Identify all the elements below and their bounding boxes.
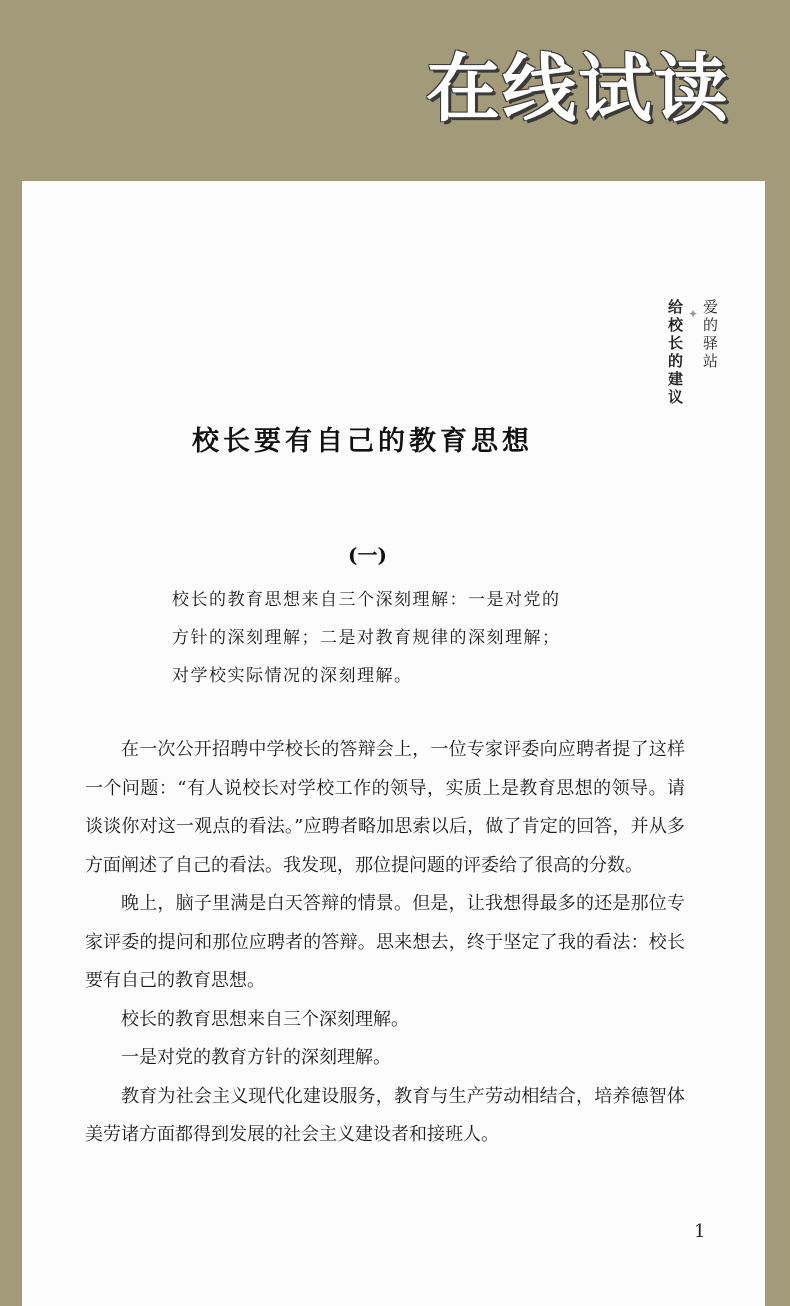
- paragraph: 教育为社会主义现代化建设服务，教育与生产劳动相结合，培养德智体美劳诸方面都得到发展的社会主义建设者和接班人。: [85, 1085, 685, 1145]
- section-number: (一): [348, 543, 387, 567]
- paragraph: 一是对党的教育方针的深刻理解。: [121, 1047, 391, 1068]
- paragraph: 校长的教育思想来自三个深刻理解。: [121, 1008, 409, 1030]
- body-text: [85, 731, 685, 1155]
- series-title: 爱的驿站: [701, 299, 719, 371]
- page-number: 1: [694, 1221, 706, 1242]
- chapter-title: 校长要有自己的教育思想: [192, 426, 533, 457]
- book-page: [22, 181, 765, 1306]
- paragraph: 在一次公开招聘中学校长的答辩会上，一位专家评委向应聘者提了这样一个问题：“有人说校长对学校工作的领导，实质上是教育思想的领导。请谈谈你对这一观点的看法。”应聘者略加思索以后，做了肯定的回答，并从多方面阐述了自己的看法。我发现，那位提问题的评委给了很高的分数。: [85, 739, 685, 876]
- book-title: 给校长的建议: [666, 299, 684, 407]
- ornament-icon: ✦: [686, 307, 700, 324]
- running-header: [666, 299, 721, 407]
- summary-line: 方针的深刻理解；二是对教育规律的深刻理解；: [172, 628, 561, 648]
- summary-line: 对学校实际情况的深刻理解。: [172, 666, 413, 686]
- summary-line: 校长的教育思想来自三个深刻理解：一是对党的: [172, 590, 561, 610]
- paragraph: 晚上，脑子里满是白天答辩的情景。但是，让我想得最多的还是那位专家评委的提问和那位应聘者的答辩。思来想去，终于坚定了我的看法：校长要有自己的教育思想。: [85, 893, 685, 991]
- chapter-summary: [172, 581, 652, 695]
- banner-title: 在线试读: [426, 46, 730, 132]
